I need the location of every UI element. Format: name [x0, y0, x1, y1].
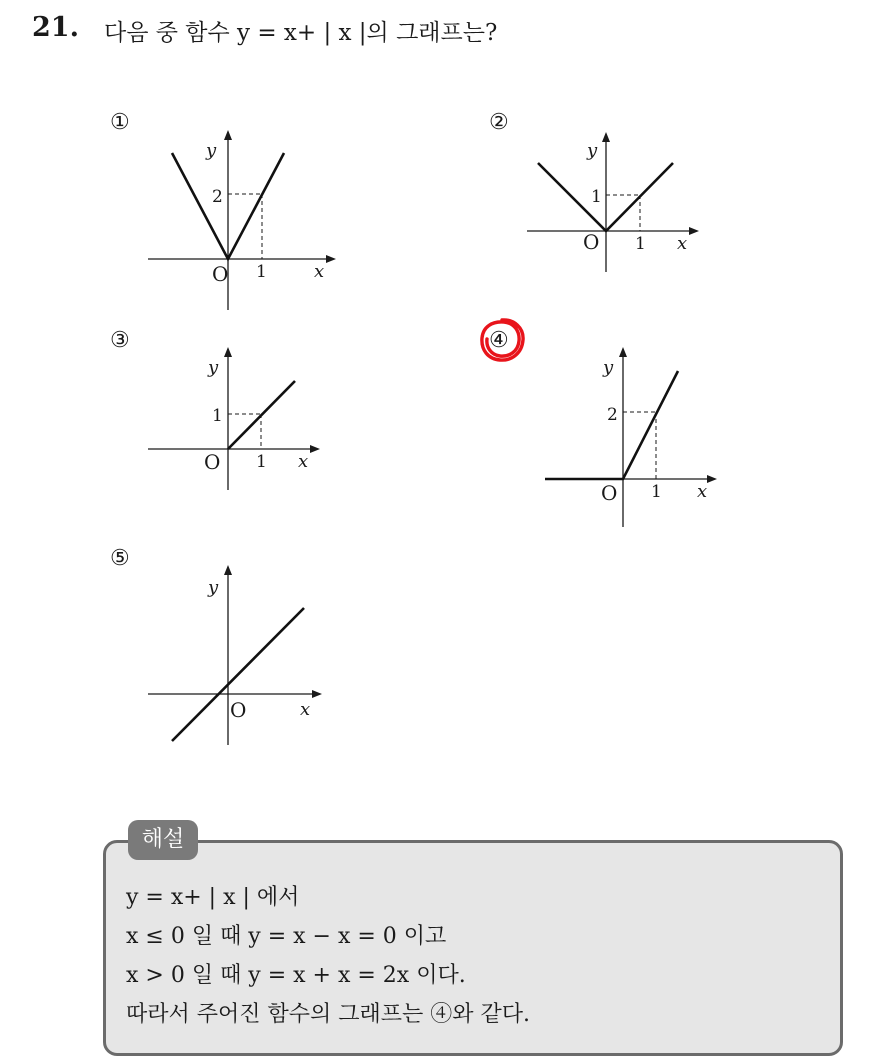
- origin-label: O: [212, 262, 229, 286]
- x-axis-arrow: [310, 445, 320, 453]
- choice-3-label[interactable]: ③: [110, 328, 130, 353]
- choice-5-graph[interactable]: [148, 563, 333, 748]
- function-line: [545, 371, 678, 479]
- question-number: 21.: [32, 12, 79, 43]
- choice-4-label[interactable]: ④: [489, 328, 509, 353]
- choice-1-label[interactable]: ①: [110, 110, 130, 135]
- origin-label: O: [204, 450, 221, 474]
- y-tick-label: 2: [607, 405, 618, 425]
- x-tick-label: 1: [651, 482, 662, 502]
- x-tick-label: 1: [635, 234, 646, 254]
- y-axis-arrow: [619, 347, 627, 357]
- solution-line-3: x > 0 일 때 y = x + x = 2x 이다.: [126, 963, 466, 988]
- y-tick-label: 1: [212, 406, 223, 426]
- choice-5-label[interactable]: ⑤: [110, 546, 130, 571]
- origin-label: O: [230, 698, 247, 722]
- y-label: y: [206, 140, 217, 161]
- y-tick-label: 1: [591, 187, 602, 207]
- y-label: y: [587, 140, 598, 161]
- x-label: x: [298, 451, 309, 472]
- x-axis-arrow: [689, 227, 699, 235]
- solution-tag: 해설: [128, 820, 198, 860]
- choice-4-graph[interactable]: [545, 345, 725, 530]
- y-label: y: [603, 357, 614, 378]
- choice-2-label[interactable]: ②: [489, 110, 509, 135]
- question-text: 다음 중 함수 y = x+ | x |의 그래프는?: [104, 20, 498, 46]
- solution-line-1: y = x+ | x | 에서: [126, 885, 300, 910]
- x-label: x: [300, 699, 311, 720]
- origin-label: O: [583, 230, 600, 254]
- x-axis-arrow: [707, 475, 717, 483]
- y-axis-arrow: [224, 347, 232, 357]
- choice-1-graph[interactable]: [148, 128, 338, 313]
- x-tick-label: 1: [256, 452, 267, 472]
- y-axis-arrow: [224, 565, 232, 575]
- solution-line-4: 따라서 주어진 함수의 그래프는 ④와 같다.: [126, 1002, 530, 1027]
- x-label: x: [697, 481, 708, 502]
- x-axis-arrow: [312, 690, 322, 698]
- x-label: x: [314, 261, 325, 282]
- y-label: y: [208, 357, 219, 378]
- y-tick-label: 2: [212, 187, 223, 207]
- y-axis-arrow: [224, 130, 232, 140]
- y-axis-arrow: [602, 132, 610, 142]
- origin-label: O: [601, 481, 618, 505]
- x-tick-label: 1: [256, 262, 267, 282]
- choice-2-graph[interactable]: [527, 130, 707, 275]
- choice-3-graph[interactable]: [148, 345, 328, 493]
- solution-line-2: x ≤ 0 일 때 y = x − x = 0 이고: [126, 924, 447, 949]
- x-axis-arrow: [326, 255, 336, 263]
- x-label: x: [677, 233, 688, 254]
- y-label: y: [208, 577, 219, 598]
